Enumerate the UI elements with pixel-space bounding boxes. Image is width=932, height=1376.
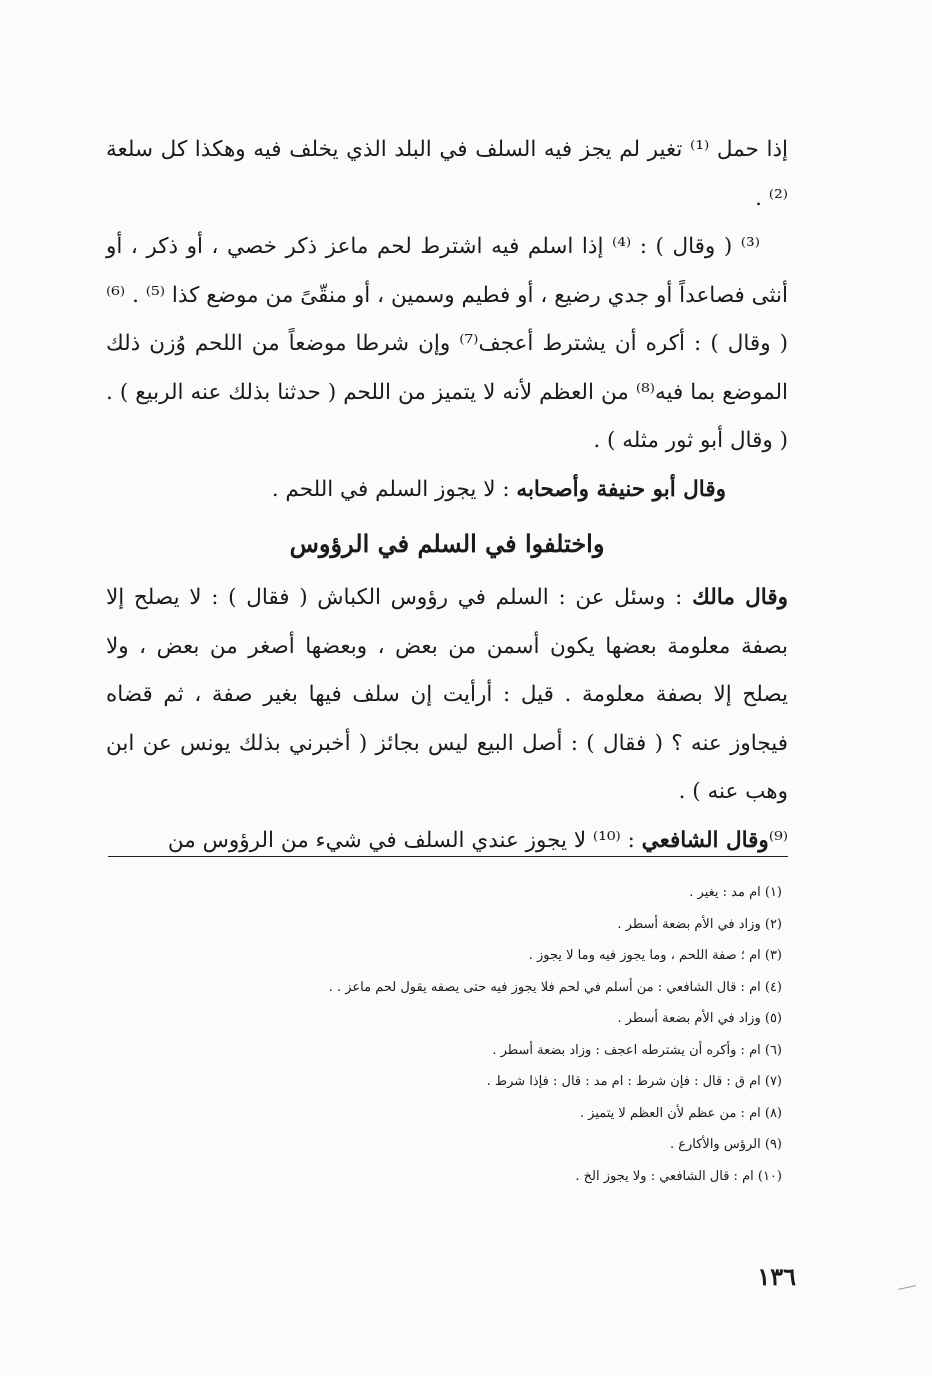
footnote-separator (108, 856, 788, 857)
paragraph-3 (106, 466, 788, 515)
paragraph-4-lead: وقال مالك (692, 585, 789, 610)
footnote-4: (٤) ام : قال الشافعي : من أسلم في لحم فلا يجوز فيه حتى يصفه يقول لحم ماعز . . (328, 979, 782, 995)
main-text (106, 126, 788, 865)
scan-mark (898, 1285, 916, 1290)
paragraph-5-lead: وقال الشافعي (641, 827, 769, 853)
paragraph-3-lead: وقال أبو حنيفة وأصحابه (516, 476, 726, 502)
footnote-8: (٨) ام : من عظم لأن العظم لا يتميز . (579, 1105, 782, 1121)
footnote-3: (٣) ام ؛ صفة اللحم ، وما يجوز فيه وما لا يجوز . (528, 948, 782, 963)
footnote-10: (١٠) ام : قال الشافعي : ولا يجوز الخ . (575, 1168, 782, 1184)
footnote-2: (٢) وزاد في الأم بضعة أسطر . (617, 916, 782, 932)
footnote-1: (١) ام مد : يغير . (689, 885, 782, 900)
footnote-9: (٩) الرؤس والأكارع . (669, 1137, 782, 1152)
paragraph-5 (106, 817, 788, 866)
paragraph-4-rest: : وسئل عن : السلم في رؤوس الكباش ( فقال ) : لا يصلح إلا بصفة معلومة بعضها يكون أسمن من بعض ، وبعضها أصغر من بعض ، ولا يصلح إلا بصفة معلومة . قيل : أرأيت إن سلف فيها بغير صفة ، ثم قضاه فيجاوز عنه ؟ ( فقال ) : أصل البيع ليس بجائز ( أخبرني بذلك يونس عن ابن وهب عنه ) . (106, 585, 788, 804)
section-heading: واختلفوا في السلم في الرؤوس (289, 529, 605, 558)
footnotes (106, 877, 782, 1192)
footnote-6: (٦) ام : وأكره أن يشترطه اعجف : وزاد بضعة أسطر . (492, 1042, 782, 1058)
paragraph-5-mark: ⁽⁹⁾ (768, 827, 788, 853)
paragraph-2: ⁽³⁾ ( وقال ) : ⁽⁴⁾ إذا اسلم فيه اشترط لحم ماعز ذكر خصي ، أو ذكر ، أو أنثى فصاعداً أو جدي رضيع ، أو فطيم وسمين ، أو منقّىً من موضع كذا ⁽⁵⁾ . ⁽⁶⁾ ( وقال ) : أكره أن يشترط أعجف⁽⁷⁾ وإن شرطا موضعاً من اللحم وُزن ذلك الموضع بما فيه⁽⁸⁾ من العظم لأنه لا يتميز من اللحم ( حدثنا بذلك عنه الربيع ) . ( وقال أبو ثور مثله ) . (106, 234, 789, 453)
paragraph-4 (106, 574, 788, 817)
page-number: ١٣٦ (757, 1262, 796, 1291)
paragraph-5-rest: : ⁽¹⁰⁾ لا يجوز عندي السلف في شيء من الرؤوس من (167, 827, 642, 853)
footnote-5: (٥) وزاد في الأم بضعة أسطر . (617, 1011, 782, 1026)
paragraph-1: إذا حمل ⁽¹⁾ تغير لم يجز فيه السلف في البلد الذي يخلف فيه وهكذا كل سلعة ⁽²⁾ . (106, 137, 788, 211)
footnote-7: (٧) ام ق : قال : فإن شرط : ام مد : قال : فإذا شرط . (486, 1074, 782, 1089)
paragraph-3-rest: : لا يجوز السلم في اللحم . (271, 476, 517, 502)
